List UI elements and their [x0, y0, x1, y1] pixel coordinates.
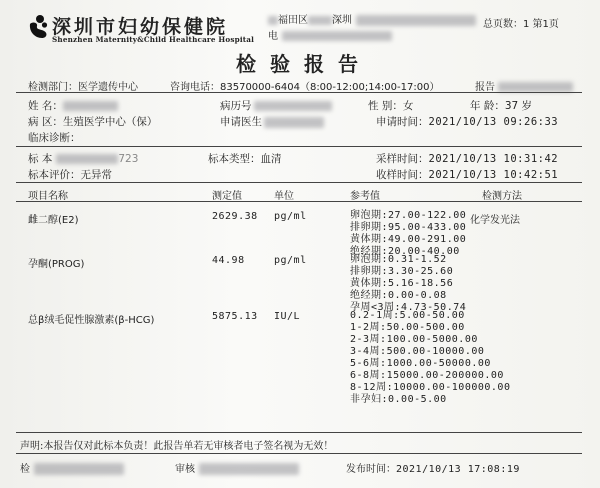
tester-signature: 检 — [20, 460, 124, 475]
patient-ward: 病 区：生殖医学中心（保） — [28, 116, 158, 128]
table-row-name: 孕酮(PROG) — [28, 259, 85, 270]
patient-gender: 性 别：女 — [368, 100, 414, 112]
apply-time: 申请时间：2021/10/13 09:26:33 — [376, 116, 559, 128]
col-header-value: 测定值 — [212, 191, 242, 202]
specimen-evaluation: 标本评价：无异常 — [28, 169, 112, 181]
clinical-diagnosis: 临床诊断： — [28, 132, 81, 144]
publish-time: 发布时间：2021/10/13 17:08:19 — [346, 464, 520, 475]
col-header-item: 项目名称 — [28, 191, 68, 202]
table-row-reference: 0.2-1周:5.00-50.00 1-2周:50.00-500.00 2-3周:100.00-5000.00 3-4周:500.00-10000.00 5-6周:1000.00-50000.00 6-8周:15000.00-200000.00 8-12周:10000.00-100000.00 非孕妇:0.00-5.00 — [350, 310, 511, 405]
specimen-id: 标 本 723 — [28, 153, 139, 165]
table-row-unit: IU/L — [274, 311, 301, 322]
report-disclaimer: 声明:本报告仅对此标本负责！此报告单若无审核者电子签名视为无效！ — [20, 441, 334, 452]
table-row-value: 2629.38 — [212, 211, 258, 222]
col-header-unit: 单位 — [274, 191, 294, 202]
table-row-reference: 卵泡期:0.31-1.52 排卵期:3.30-25.60 黄体期:5.16-18.56 绝经期:0.00-0.08 孕周<3周:4.73-50.74 — [350, 254, 467, 313]
receive-time: 收样时间：2021/10/13 10:42:51 — [376, 169, 559, 181]
col-header-method: 检测方法 — [482, 191, 522, 202]
specimen-type: 标本类型：血清 — [208, 153, 282, 165]
hospital-phone: 电 — [268, 27, 392, 42]
col-header-reference: 参考值 — [350, 191, 380, 202]
consult-phone: 咨询电话：83570000-6404（8:00-12:00;14:00-17:00） — [170, 82, 440, 93]
patient-name: 姓 名： — [28, 98, 118, 113]
collect-time: 采样时间：2021/10/13 10:31:42 — [376, 153, 559, 165]
test-department: 检测部门：医学遗传中心 — [28, 82, 138, 93]
table-row-unit: pg/ml — [274, 255, 307, 266]
report-title: 检验报告 — [236, 52, 372, 76]
applicant-doctor: 申请医生 — [220, 114, 324, 129]
hospital-address: 福田区 深圳 — [268, 11, 476, 26]
table-row-method: 化学发光法 — [470, 215, 520, 226]
table-row-unit: pg/ml — [274, 211, 307, 222]
report-number: 报告 — [475, 78, 573, 93]
table-row-name: 雌二醇(E2) — [28, 215, 79, 226]
reviewer-signature: 审核 — [175, 460, 299, 475]
table-row-name: 总β绒毛促性腺激素(β-HCG) — [28, 315, 155, 326]
hospital-name-cn: 深圳市妇幼保健院 — [52, 16, 229, 38]
page-count: 总页数：1 第1页 — [483, 19, 559, 30]
hospital-logo-icon — [27, 14, 49, 40]
table-row-value: 5875.13 — [212, 311, 258, 322]
hospital-name-en: Shenzhen Maternity&Child Healthcare Hospital — [52, 35, 255, 44]
patient-age: 年 龄：37 岁 — [470, 100, 533, 112]
medical-record-no: 病历号 — [220, 98, 332, 113]
table-row-reference: 卵泡期:27.00-122.00 排卵期:95.00-433.00 黄体期:49.00-291.00 绝经期:20.00-40.00 — [350, 210, 467, 257]
table-row-value: 44.98 — [212, 255, 245, 266]
